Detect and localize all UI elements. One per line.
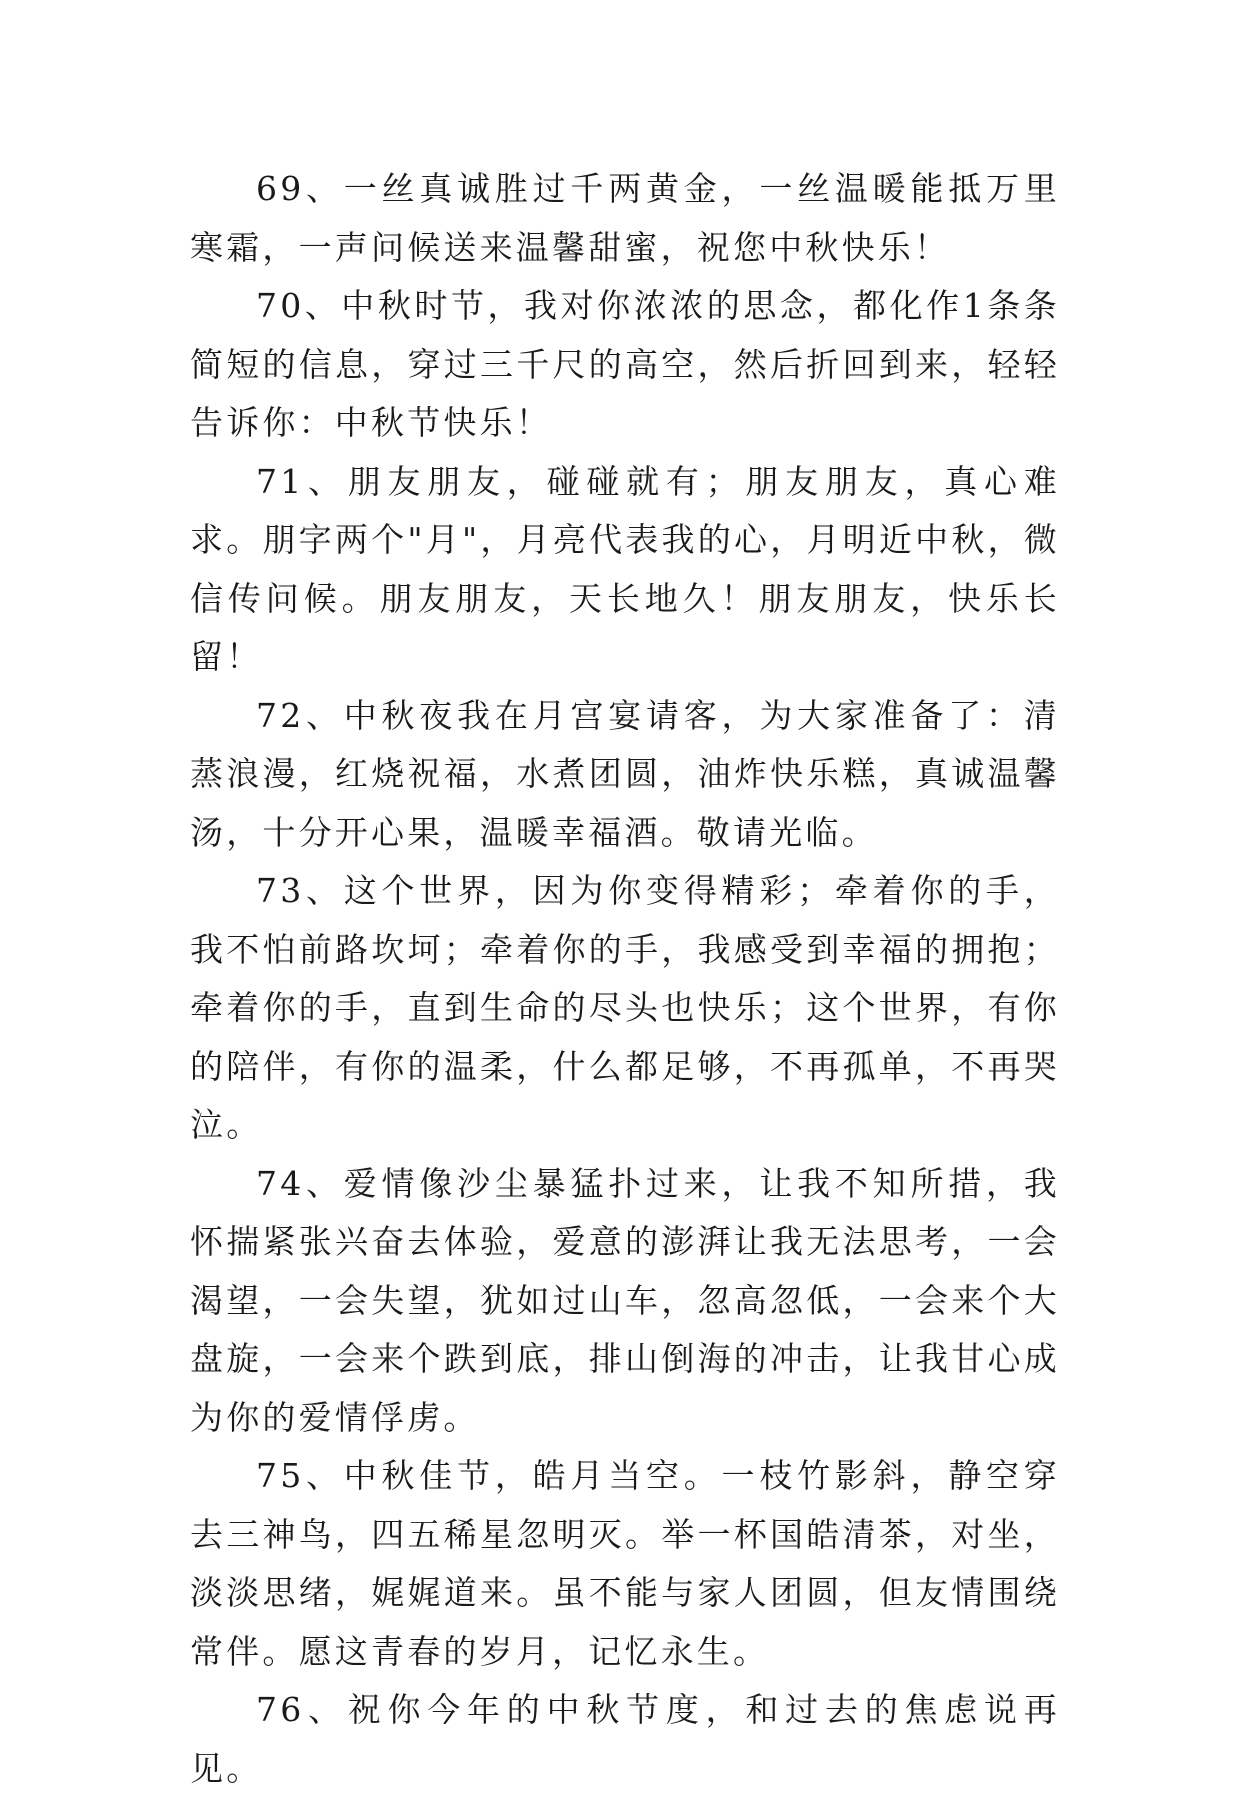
paragraph-76: 76、祝你今年的中秋节度，和过去的焦虑说再见。 <box>190 1690 1060 1788</box>
paragraph-69: 69、一丝真诚胜过千两黄金，一丝温暖能抵万里寒霜，一声问候送来温馨甜蜜，祝您中秋快乐！ <box>190 169 1060 267</box>
document-body <box>190 160 1060 1798</box>
paragraph-70: 70、中秋时节，我对你浓浓的思念，都化作1条条简短的信息，穿过三千尺的高空，然后折回到来，轻轻告诉你：中秋节快乐！ <box>190 286 1060 442</box>
paragraph-71: 71、朋友朋友，碰碰就有；朋友朋友，真心难求。朋字两个"月"，月亮代表我的心，月明近中秋，微信传问候。朋友朋友，天长地久！朋友朋友，快乐长留！ <box>190 461 1060 676</box>
paragraph-72: 72、中秋夜我在月宫宴请客，为大家准备了：清蒸浪漫，红烧祝福，水煮团圆，油炸快乐糕，真诚温馨汤，十分开心果，温暖幸福酒。敬请光临。 <box>190 695 1060 852</box>
paragraph-75: 75、中秋佳节，皓月当空。一枝竹影斜，静空穿去三神鸟，四五稀星忽明灭。举一杯国皓清茶，对坐，淡淡思绪，娓娓道来。虽不能与家人团圆，但友情围绕常伴。愿这青春的岁月，记忆永生。 <box>190 1456 1060 1671</box>
paragraph-74: 74、爱情像沙尘暴猛扑过来，让我不知所措，我怀揣紧张兴奋去体验，爱意的澎湃让我无法思考，一会渴望，一会失望，犹如过山车，忽高忽低，一会来个大盘旋，一会来个跌到底，排山倒海的冲击，让我甘心成为你的爱情俘虏。 <box>190 1163 1060 1437</box>
paragraph-73: 73、这个世界，因为你变得精彩；牵着你的手，我不怕前路坎坷；牵着你的手，我感受到幸福的拥抱；牵着你的手，直到生命的尽头也快乐；这个世界，有你的陪伴，有你的温柔，什么都足够，不再孤单，不再哭泣。 <box>190 871 1060 1144</box>
